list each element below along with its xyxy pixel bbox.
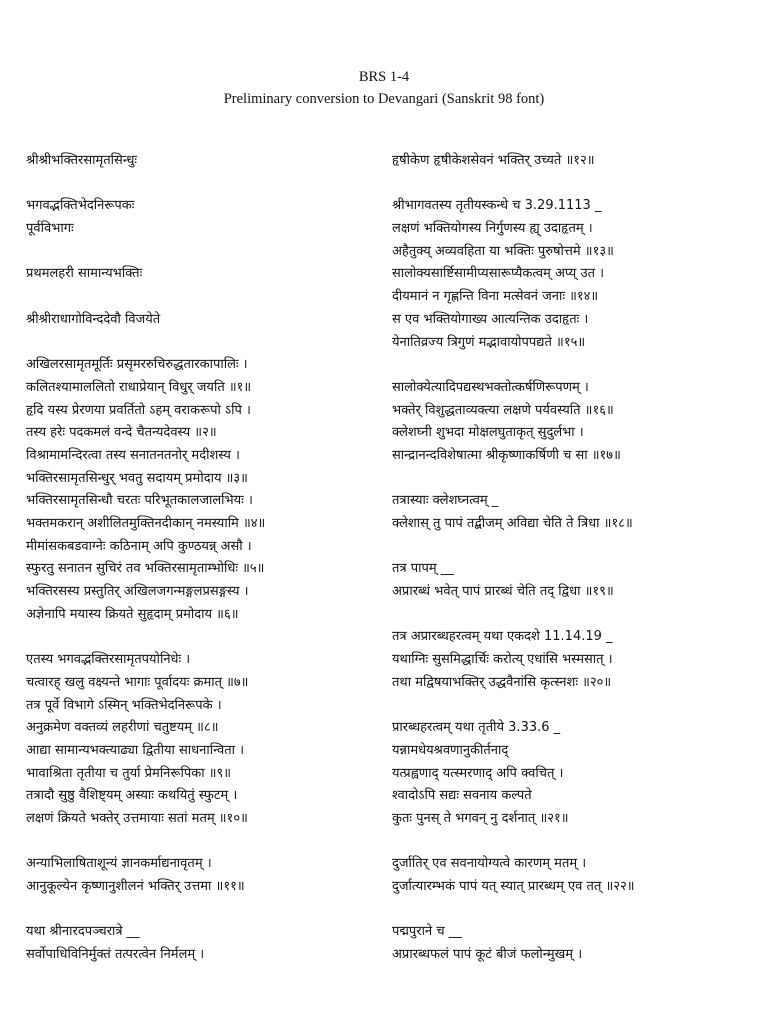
left-text-line: हृदि यस्य प्रेरणया प्रवर्तितो ऽहम् वराकरूपो ऽपि । (26, 402, 251, 418)
left-blank-line (26, 286, 386, 309)
left-text-line: अनुक्रमेण वक्तव्यं लहरीणां चतुष्टयम् ॥८॥ (26, 720, 219, 736)
left-text-line: यथा श्रीनारदपञ्चरात्रे __ (26, 924, 140, 940)
right-text-line: येनातिव्रज्य त्रिगुणं मद्भावायोपपद्यते ॥१५॥ (392, 334, 586, 350)
right-text-line: सालोक्यसार्ष्टिसामीप्यसारूप्यैकत्वम् अप्य् उत । (392, 266, 605, 282)
right-text-line: यत्प्रह्वणाद् यत्स्मरणाद् अपि क्वचित् । (392, 765, 564, 781)
right-blank-line (392, 173, 752, 196)
right-text-line: अप्रारब्धं भवेत् पापं प्रारब्धं चेति तद् द्विधा ॥१९॥ (392, 584, 614, 600)
right-text-line: तत्रास्याः क्लेशघ्नत्वम् _ (392, 493, 499, 509)
right-text-line: दुर्जातिर् एव सवनायोग्यत्वे कारणम् मतम् । (392, 856, 587, 872)
right-text-line: हृषीकेण हृषीकेशसेवनं भक्तिर् उच्यते ॥१२॥ (392, 153, 595, 168)
left-text-line: सर्वोपाधिविनिर्मुक्तं तत्परत्वेन निर्मलम् । (26, 947, 205, 963)
right-text-line: क्लेशास् तु पापं तद्बीजम् अविद्या चेति ते त्रिधा ॥१८॥ (392, 516, 633, 531)
right-text-line: अहैतुक्य् अव्यवहिता या भक्तिः पुरुषोत्तमे ॥१३॥ (392, 243, 614, 259)
left-text-line: तत्रादौ सुष्ठु वैशिष्ट्यम् अस्याः कथयितुं स्फुटम् । (26, 788, 238, 804)
left-text-line: भक्तमकरान् अशीलितमुक्तिनदीकान् नमस्यामि ॥४॥ (26, 516, 266, 531)
right-text-line: यन्नामधेयश्रवणानुकीर्तनाद् (392, 742, 509, 758)
left-text-line: भावाश्रिता तृतीया च तुर्या प्रेमनिरूपिका ॥९॥ (26, 765, 232, 781)
right-text-line: दीयमानं न गृह्णन्ति विना मत्सेवनं जनाः ॥१४॥ (392, 289, 599, 305)
left-text-line: भक्तिरसामृतसिन्धौ चरतः परिभूतकालजालभियः । (26, 493, 253, 509)
left-blank-line (26, 899, 386, 922)
left-blank-line (26, 626, 386, 649)
right-text-line: प्रारब्धहरत्वम् यथा तृतीये 3.33.6 _ (392, 720, 561, 736)
right-text-column (392, 150, 752, 967)
left-text-line: अखिलरसामृतमूर्तिः प्रसृमररुचिरुद्धतारकापालिः । (26, 357, 248, 373)
right-text-line: अप्रारब्धफलं पापं कूटं बीजं फलोन्मुखम् । (392, 947, 583, 963)
right-blank-line (392, 695, 752, 718)
left-text-line: एतस्य भगवद्भक्तिरसामृतपयोनिधेः । (26, 652, 191, 668)
left-text-line: भक्तिरसामृतसिन्धुर् भवतु सदायम् प्रमोदाय ॥३॥ (26, 470, 248, 486)
left-text-line: स्फुरतु सनातन सुचिरं तव भक्तिरसामृताम्भोधिः ॥५॥ (26, 561, 265, 577)
right-text-line: कुतः पुनस् ते भगवन् नु दर्शनात् ॥२१॥ (392, 810, 569, 826)
right-text-line: तत्र अप्रारब्धहरत्वम् यथा एकदशे 11.14.19 _ (392, 629, 613, 645)
right-blank-line (392, 604, 752, 627)
right-text-line: स एव भक्तियोगाख्य आत्यन्तिक उदाहृतः । (392, 311, 589, 327)
left-text-line: आद्या सामान्यभक्त्याढ्या द्वितीया साधनान्विता । (26, 742, 245, 758)
left-text-line: तस्य हरेः पदकमलं वन्दे चैतन्यदेवस्य ॥२॥ (26, 425, 217, 441)
left-blank-line (26, 831, 386, 854)
left-text-line: श्रीश्रीराधागोविन्ददेवौ विजयेते (26, 311, 161, 327)
left-text-line: श्रीश्रीभक्तिरसामृतसिन्धुः (26, 153, 138, 168)
left-text-column (26, 150, 386, 967)
right-text-line: सालोक्येत्यादिपद्यस्थभक्तोत्कर्षणिरूपणम् । (392, 379, 589, 395)
right-text-line: तथा मद्विषयाभक्तिर् उद्धवैनांसि कृत्स्नशः ॥२०॥ (392, 674, 612, 690)
right-blank-line (392, 536, 752, 559)
right-text-line: भक्तेर् विशुद्धताव्यक्त्या लक्षणे पर्यवस्यति ॥१६॥ (392, 402, 614, 418)
left-text-line: कलितश्यामाललितो राधाप्रेयान् विधुर् जयति ॥१॥ (26, 379, 252, 395)
left-text-line: चत्वारह् खलु वक्ष्यन्ते भागाः पूर्वादयः क्रमात् ॥७॥ (26, 674, 249, 690)
document-subtitle: Preliminary conversion to Devangari (Sanskrit 98 font) (223, 91, 545, 107)
left-text-line: प्रथमलहरी सामान्यभक्तिः (26, 266, 143, 282)
right-blank-line (392, 831, 752, 854)
left-blank-line (26, 332, 386, 355)
left-text-line: विश्रामामन्दिरत्वा तस्य सनातनतनोर् मदीशस्य । (26, 447, 240, 463)
right-blank-line (392, 354, 752, 377)
right-text-line: सान्द्रानन्दविशेषात्मा श्रीकृष्णाकर्षिणी च सा ॥१७॥ (392, 447, 621, 463)
left-text-line: आनुकूल्येन कृष्णानुशीलनं भक्तिर् उत्तमा ॥११॥ (26, 879, 245, 894)
left-text-line: अज्ञेनापि मयास्य क्रियते सुहृदाम् प्रमोदाय ॥६॥ (26, 606, 239, 622)
left-blank-line (26, 241, 386, 264)
document-title: BRS 1-4 (358, 69, 410, 85)
document-header (0, 66, 768, 110)
left-text-line: भगवद्भक्तिभेदनिरूपकः (26, 198, 135, 214)
left-blank-line (26, 173, 386, 196)
left-text-line: भक्तिरसस्य प्रस्तुतिर् अखिलजगन्मङ्गलप्रसङ्गस्य । (26, 584, 249, 600)
right-text-line: श्रीभागवतस्य तृतीयस्कन्धे च 3.29.1113 _ (392, 198, 602, 214)
left-text-line: तत्र पूर्वे विभागे ऽस्मिन् भक्तिभेदनिरूपके । (26, 697, 222, 713)
right-text-line: तत्र पापम् __ (392, 561, 454, 577)
right-blank-line (392, 468, 752, 491)
right-text-line: पद्मपुराने च __ (392, 924, 462, 940)
right-text-line: क्लेशघ्नी शुभदा मोक्षलघुताकृत् सुदुर्लभा । (392, 425, 584, 441)
right-text-line: दुर्जात्यारम्भकं पापं यत् स्यात् प्रारब्धम् एव तत् ॥२२॥ (392, 879, 635, 894)
right-text-line: श्वादोऽपि सद्यः सवनाय कल्पते (392, 788, 532, 804)
left-text-line: पूर्वविभागः (26, 221, 74, 237)
right-text-line: लक्षणं भक्तियोगस्य निर्गुणस्य ह्य् उदाहृतम् । (392, 221, 593, 237)
right-blank-line (392, 899, 752, 922)
left-text-line: मीमांसकबडवाग्नेः कठिनाम् अपि कुण्ठयन्न् असौ । (26, 538, 252, 554)
left-text-line: लक्षणं क्रियते भक्तेर् उत्तमायाः सतां मतम् ॥१०॥ (26, 810, 248, 826)
right-text-line: यथाग्निः सुसमिद्धार्चिः करोत्य् एधांसि भस्मसात् । (392, 652, 613, 668)
left-text-line: अन्याभिलाषिताशून्यं ज्ञानकर्माद्यनावृतम् । (26, 856, 212, 872)
